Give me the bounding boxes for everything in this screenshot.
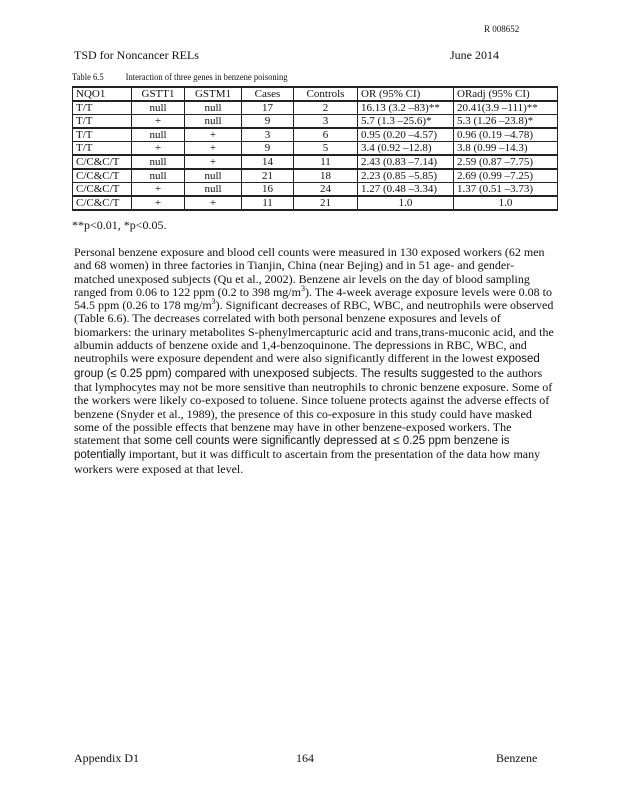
cell-oradj: 2.69 (0.99 –7.25) <box>454 169 558 183</box>
table-row <box>73 101 558 115</box>
cell-gstt1: null <box>132 128 185 142</box>
table-footnote: **p<0.01, *p<0.05. <box>72 218 167 232</box>
cell-oradj: 1.0 <box>454 196 558 210</box>
table-row <box>73 115 558 129</box>
cell-gstm1: null <box>185 101 242 115</box>
cell-gstm1: null <box>185 169 242 183</box>
cell-gstm1: + <box>185 155 242 169</box>
footer-appendix: Appendix D1 <box>74 751 139 765</box>
table-row <box>73 183 558 197</box>
cell-nqo1: C/C&C/T <box>73 169 132 183</box>
cell-nqo1: C/C&C/T <box>73 196 132 210</box>
superscript-3: 3 <box>300 283 305 293</box>
cell-controls: 6 <box>294 128 358 142</box>
cell-gstt1: + <box>132 183 185 197</box>
cell-gstt1: + <box>132 142 185 156</box>
cell-gstt1: null <box>132 101 185 115</box>
body-text-5: to the authors that lymphocytes may not be more sensitive than neutrophils to chronic benzene exposure. Some of the workers were likely co-exposed to toluene. Since toluene protects against the adverse effects of benzene (Snyder et al., 1989), the presence of this co-exposure in this study could have masked some of the possible effects that benzene may have in other benzene-exposed workers. The statement that <box>74 365 553 448</box>
table-row <box>73 155 558 169</box>
cell-or: 5.7 (1.3 –25.6)* <box>358 115 454 129</box>
cell-controls: 5 <box>294 142 358 156</box>
table-title: Interaction of three genes in benzene poisoning <box>125 73 288 83</box>
cell-cases: 16 <box>242 183 294 197</box>
cell-controls: 18 <box>294 169 358 183</box>
cell-gstt1: null <box>132 155 185 169</box>
table-header-row <box>73 87 558 101</box>
cell-gstt1: + <box>132 196 185 210</box>
cell-oradj: 20.41(3.9 –111)** <box>454 101 558 115</box>
body-text-4: exposed group (≤ 0.25 ppm) compared with unexposed subjects. The results suggested <box>74 353 540 380</box>
cell-or: 1.27 (0.48 –3.34) <box>358 183 454 197</box>
col-header-nqo1: NQO1 <box>73 87 132 101</box>
cell-controls: 2 <box>294 101 358 115</box>
gene-interaction-table <box>72 86 558 211</box>
cell-cases: 17 <box>242 101 294 115</box>
cell-oradj: 1.37 (0.51 –3.73) <box>454 183 558 197</box>
cell-gstm1: null <box>185 183 242 197</box>
cell-nqo1: T/T <box>73 142 132 156</box>
cell-controls: 24 <box>294 183 358 197</box>
cell-oradj: 5.3 (1.26 –23.8)* <box>454 115 558 129</box>
cell-or: 1.0 <box>358 196 454 210</box>
col-header-gstm1: GSTM1 <box>185 87 242 101</box>
cell-or: 2.43 (0.83 –7.14) <box>358 155 454 169</box>
table-row <box>73 128 558 142</box>
cell-cases: 9 <box>242 115 294 129</box>
body-text-1: Personal benzene exposure and blood cell counts were measured in 130 exposed workers (62 men and 68 women) in three factories in Tianjin, China (near Bejing) and in 51 age- and gender-matched unexposed subjects (Qu et al., 2002). Benzene air levels on the day of blood sampling ranged from 0.06 to 122 ppm (0.2 to 398 mg/m <box>74 245 545 299</box>
body-text-2: ). The 4-week average exposure levels were 0.08 to 54.5 ppm (0.26 to 178 mg/m <box>74 284 552 313</box>
table-row <box>73 169 558 183</box>
cell-or: 0.95 (0.20 –4.57) <box>358 128 454 142</box>
cell-gstm1: + <box>185 142 242 156</box>
cell-oradj: 2.59 (0.87 –7.75) <box>454 155 558 169</box>
cell-cases: 3 <box>242 128 294 142</box>
table-row <box>73 142 558 156</box>
cell-oradj: 0.96 (0.19 –4.78) <box>454 128 558 142</box>
cell-nqo1: T/T <box>73 128 132 142</box>
cell-controls: 21 <box>294 196 358 210</box>
header-title: TSD for Noncancer RELs <box>74 48 199 62</box>
cell-oradj: 3.8 (0.99 –14.3) <box>454 142 558 156</box>
cell-or: 2.23 (0.85 –5.85) <box>358 169 454 183</box>
table-row <box>73 196 558 210</box>
footer-page-number: 164 <box>296 751 314 765</box>
cell-controls: 3 <box>294 115 358 129</box>
col-header-controls: Controls <box>294 87 358 101</box>
cell-gstm1: null <box>185 115 242 129</box>
cell-gstm1: + <box>185 196 242 210</box>
cell-cases: 11 <box>242 196 294 210</box>
cell-controls: 11 <box>294 155 358 169</box>
cell-cases: 21 <box>242 169 294 183</box>
cell-or: 16.13 (3.2 –83)** <box>358 101 454 115</box>
page-id: R 008652 <box>484 24 520 34</box>
cell-gstm1: + <box>185 128 242 142</box>
col-header-cases: Cases <box>242 87 294 101</box>
col-header-or: OR (95% CI) <box>358 87 454 101</box>
body-text-6: some cell counts were significantly depressed at ≤ 0.25 ppm benzene is potentially <box>74 435 510 462</box>
body-text-3: ). Significant decreases of RBC, WBC, and neutrophils were observed (Table 6.6). The decreases correlated with both personal benzene exposures and levels of biomarkers: the urinary metabolites S-phenylmercapturic acid and trans,trans-muconic acid, and the albumin adducts of benzene oxide and 1,4-benzoquinone. The depressions in RBC, WBC, and neutrophils were exposure dependent and were also significantly different in the lowest <box>74 298 554 366</box>
cell-nqo1: T/T <box>73 101 132 115</box>
cell-nqo1: C/C&C/T <box>73 183 132 197</box>
col-header-oradj: ORadj (95% CI) <box>454 87 558 101</box>
body-text-7: important, but it was difficult to ascertain from the presentation of the data how many workers were exposed at that level. <box>74 447 541 476</box>
cell-nqo1: T/T <box>73 115 132 129</box>
body-paragraph <box>74 246 554 476</box>
col-header-gstt1: GSTT1 <box>132 87 185 101</box>
cell-cases: 9 <box>242 142 294 156</box>
superscript-3b: 3 <box>211 297 216 307</box>
cell-gstt1: + <box>132 115 185 129</box>
cell-or: 3.4 (0.92 –12.8) <box>358 142 454 156</box>
footer-topic: Benzene <box>496 751 538 765</box>
cell-nqo1: C/C&C/T <box>73 155 132 169</box>
cell-gstt1: null <box>132 169 185 183</box>
cell-cases: 14 <box>242 155 294 169</box>
table-caption <box>72 73 288 83</box>
header-date: June 2014 <box>450 48 499 62</box>
table-label: Table 6.5 <box>72 73 104 83</box>
